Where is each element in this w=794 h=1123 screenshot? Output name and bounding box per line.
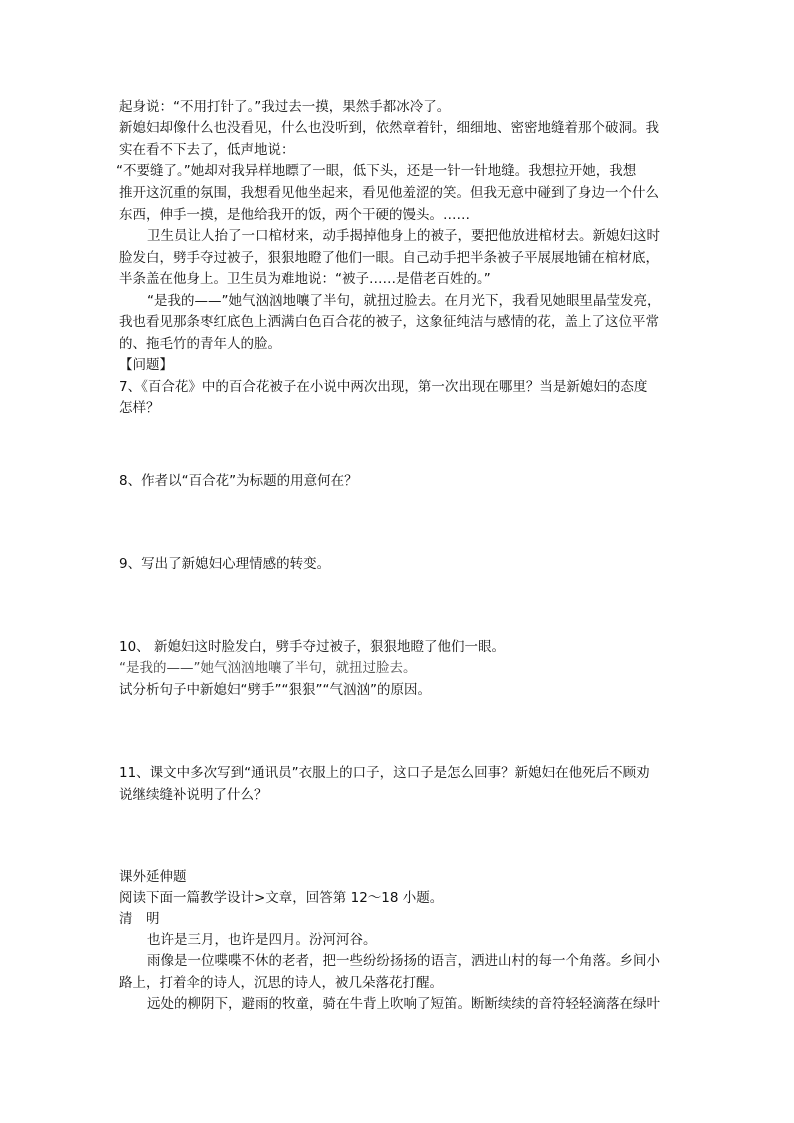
question-7-cont: 怎样？ (119, 400, 160, 416)
question-10: 10、 新媳妇这时脸发白，劈手夺过被子，狠狠地瞪了他们一眼。 (119, 639, 505, 655)
question-9: 9、写出了新媳妇心理情感的转变。 (119, 556, 331, 572)
extension-line: 路上，打着伞的诗人，沉思的诗人，被几朵落花打醒。 (119, 975, 443, 991)
extension-line: 也许是三月，也许是四月。汾河河谷。 (147, 932, 377, 948)
question-8: 8、作者以“百合花”为标题的用意何在？ (119, 473, 358, 489)
passage-line: “不要缝了。”她却对我异样地瞟了一眼，低下头，还是一针一针地缝。我想拉开她，我想 (116, 163, 637, 179)
passage-line: 脸发白，劈手夺过被子，狠狠地瞪了他们一眼。自己动手把半条被子平展展地铺在棺材底， (119, 250, 659, 266)
question-10-prompt: 试分析句子中新媳妇“劈手”“狠狠”“气汹汹”的原因。 (119, 682, 431, 698)
questions-heading: 【问题】 (119, 357, 173, 373)
extension-line: 远处的柳阴下，避雨的牧童，骑在牛背上吹响了短笛。断断续续的音符轻轻滴落在绿叶 (147, 996, 660, 1012)
question-11-cont: 说继续缝补说明了什么？ (119, 787, 268, 803)
passage-line: 东西，伸手一摸，是他给我开的饭，两个干硬的馒头。…… (119, 207, 470, 223)
extension-title: 清 明 (119, 911, 160, 927)
passage-line: 的、拖毛竹的青年人的脸。 (119, 336, 281, 352)
passage-line: 起身说：“不用打针了。”我过去一摸，果然手都冰冷了。 (119, 99, 451, 115)
question-7: 7、《百合花》中的百合花被子在小说中两次出现，第一次出现在哪里？当是新媳妇的态度 (119, 379, 648, 395)
passage-line: 实在看不下去了，低声地说： (119, 142, 295, 158)
passage-line: 推开这沉重的氛围，我想看见他坐起来，看见他羞涩的笑。但我无意中碰到了身边一个什么 (119, 185, 659, 201)
passage-line: 卫生员让人抬了一口棺材来，动手揭掉他身上的被子，要把他放进棺材去。新媳妇这时 (147, 228, 660, 244)
passage-line: 半条盖在他身上。卫生员为难地说：“被子……是借老百姓的。” (119, 271, 491, 287)
question-10-quote: “是我的——”她气汹汹地嚷了半句，就扭过脸去。 (119, 660, 417, 676)
extension-instruction: 阅读下面一篇教学设计>文章，回答第 12～18 小题。 (119, 890, 444, 906)
passage-line: 新媳妇却像什么也没看见，什么也没听到，依然章着针，细细地、密密地缝着那个破洞。我 (119, 120, 659, 136)
extension-line: 雨像是一位喋喋不休的老者，把一些纷纷扬扬的语言，洒进山村的每一个角落。乡间小 (147, 953, 660, 969)
passage-line: “是我的——”她气汹汹地嚷了半句，就扭过脸去。在月光下，我看见她眼里晶莹发亮， (147, 293, 661, 309)
passage-line: 我也看见那条枣红底色上洒满白色百合花的被子，这象征纯洁与感情的花，盖上了这位平常 (119, 314, 659, 330)
question-11: 11、课文中多次写到“通讯员”衣服上的口子，这口子是怎么回事？新媳妇在他死后不顾劝 (119, 765, 650, 781)
extension-heading: 课外延伸题 (119, 869, 187, 885)
